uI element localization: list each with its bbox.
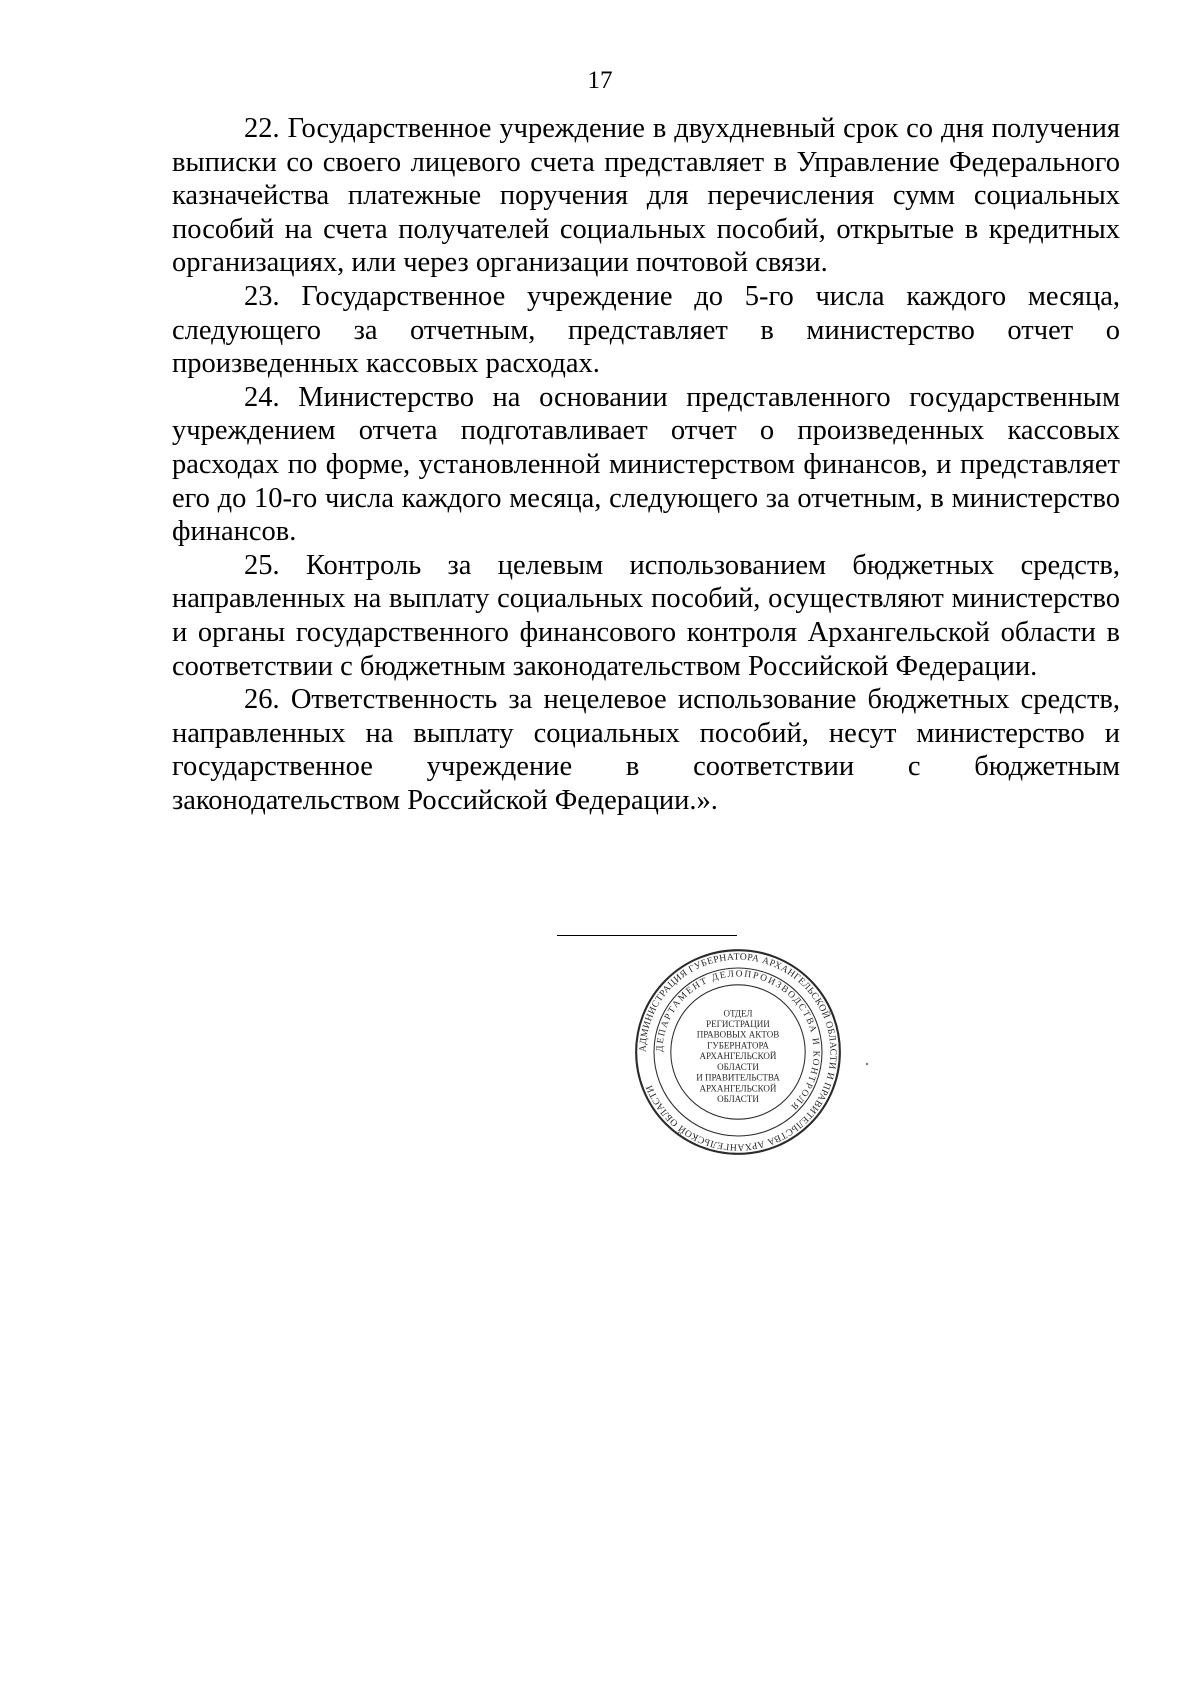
stamp-center-line: И ПРАВИТЕЛЬСТВА: [696, 1072, 780, 1083]
paragraph-26: 26. Ответственность за нецелевое использование бюджетных средств, направленных на выплату социальных пособий, несут министерство и государственное учреждение в соответствии с бюджетным законодательством Российской Федерации.».: [172, 684, 1120, 816]
paragraph-24: 24. Министерство на основании представленного государственным учреждением отчета подготавливает отчет о произведенных кассовых расходах по форме, установленной министерством финансов, и представляет его до 10-го числа каждого месяца, следующего за отчетным, в министерство финансов.: [172, 381, 1120, 548]
stamp-outer-ring-text: АДМИНИСТРАЦИЯ ГУБЕРНАТОРА АРХАНГЕЛЬСКОЙ ОБЛАСТИ И ПРАВИТЕЛЬСТВА АРХАНГЕЛЬСКОЙ ОБЛАСТИ: [637, 951, 839, 1153]
stamp-center-line: ПРАВОВЫХ АКТОВ: [696, 1029, 780, 1040]
paragraph-22: 22. Государственное учреждение в двухдневный срок со дня получения выписки со своего лицевого счета представляет в Управление Федерального казначейства платежные поручения для перечисления сумм социальных пособий на счета получателей социальных пособий, открытые в кредитных организациях, или через организации почтовой связи.: [172, 113, 1120, 279]
stamp-center-line: АРХАНГЕЛЬСКОЙ: [699, 1051, 777, 1062]
signature-line: [557, 935, 737, 936]
stamp-center-line: ОБЛАСТИ: [717, 1093, 759, 1104]
stamp-inner-ring-text: ДЕПАРТАМЕНТ ДЕЛОПРОИЗВОДСТВА И КОНТРОЛЯ: [655, 969, 821, 1113]
stamp-center-line: ОТДЕЛ: [723, 1008, 753, 1019]
paragraph-23: 23. Государственное учреждение до 5-го числа каждого месяца, следующего за отчетным, представляет в министерство отчет о произведенных кассовых расходах.: [172, 280, 1120, 380]
stamp-center-line: РЕГИСТРАЦИИ: [706, 1019, 770, 1030]
scan-speck: [866, 1063, 868, 1065]
stamp-seal-graphic: [633, 947, 843, 1157]
paragraph-25: 25. Контроль за целевым использованием бюджетных средств, направленных на выплату социальных пособий, осуществляют министерство и органы государственного финансового контроля Архангельской области в соответствии с бюджетным законодательством Российской Федерации.: [172, 549, 1120, 682]
stamp-center-line: ГУБЕРНАТОРА: [707, 1040, 769, 1051]
stamp-center-line: ОБЛАСТИ: [717, 1061, 759, 1072]
page-number: 17: [587, 67, 613, 94]
stamp-center-line: АРХАНГЕЛЬСКОЙ: [699, 1083, 777, 1094]
stamp-center-text: [696, 1008, 780, 1104]
registration-stamp: [633, 947, 843, 1157]
document-body: [172, 112, 1120, 817]
